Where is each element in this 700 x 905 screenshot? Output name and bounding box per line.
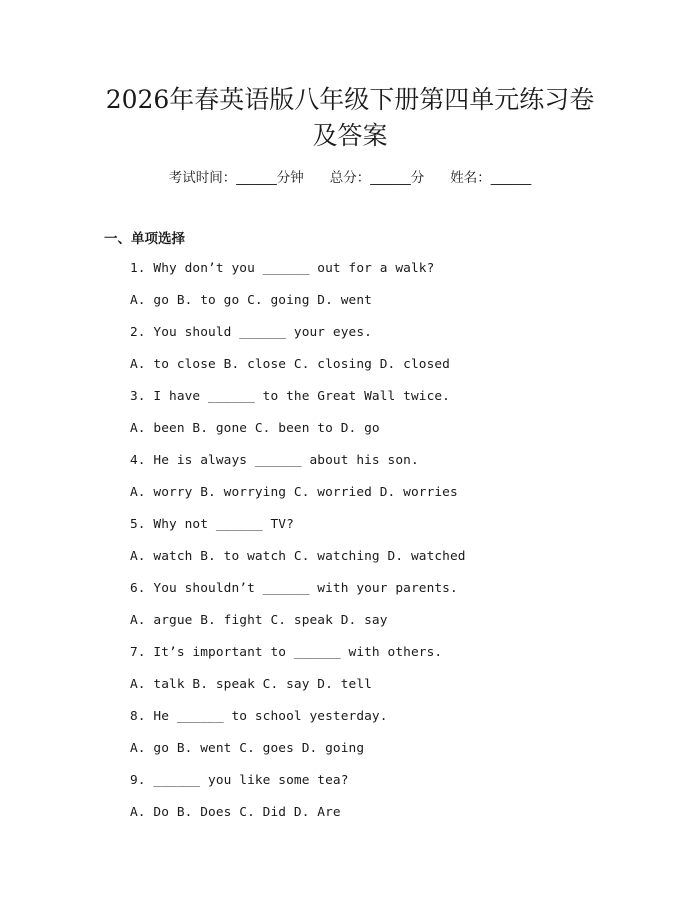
question-3-options: A. been B. gone C. been to D. go bbox=[130, 421, 380, 436]
question-2: 2. You should ______ your eyes. bbox=[130, 325, 372, 340]
question-9: 9. ______ you like some tea? bbox=[130, 773, 349, 788]
question-4: 4. He is always ______ about his son. bbox=[130, 453, 419, 468]
question-4-options: A. worry B. worrying C. worried D. worries bbox=[130, 485, 458, 500]
exam-time-field: 考试时间：______分钟 bbox=[168, 170, 304, 186]
question-6-options: A. argue B. fight C. speak D. say bbox=[130, 613, 388, 628]
question-1: 1. Why don’t you ______ out for a walk? bbox=[130, 261, 435, 276]
question-7-options: A. talk B. speak C. say D. tell bbox=[130, 677, 372, 692]
question-5: 5. Why not ______ TV? bbox=[130, 517, 294, 532]
question-1-options: A. go B. to go C. going D. went bbox=[130, 293, 372, 308]
question-7: 7. It’s important to ______ with others. bbox=[130, 645, 443, 660]
page-title-continued: 及答案 bbox=[312, 121, 388, 150]
page-title: 2026年春英语版八年级下册第四单元练习卷 bbox=[105, 85, 595, 114]
exam-info-row bbox=[0, 168, 700, 188]
question-list bbox=[130, 259, 650, 835]
question-8-options: A. go B. went C. goes D. going bbox=[130, 741, 365, 756]
question-3: 3. I have ______ to the Great Wall twice. bbox=[130, 389, 450, 404]
total-score-field: 总分：______分 bbox=[329, 170, 425, 186]
question-6: 6. You shouldn’t ______ with your parents. bbox=[130, 581, 458, 596]
question-5-options: A. watch B. to watch C. watching D. watched bbox=[130, 549, 466, 564]
student-name-field: 姓名：______ bbox=[450, 170, 532, 186]
question-8: 8. He ______ to school yesterday. bbox=[130, 709, 388, 724]
question-2-options: A. to close B. close C. closing D. closed bbox=[130, 357, 450, 372]
question-9-options: A. Do B. Does C. Did D. Are bbox=[130, 805, 341, 820]
section-heading: 一、单项选择 bbox=[104, 231, 185, 247]
